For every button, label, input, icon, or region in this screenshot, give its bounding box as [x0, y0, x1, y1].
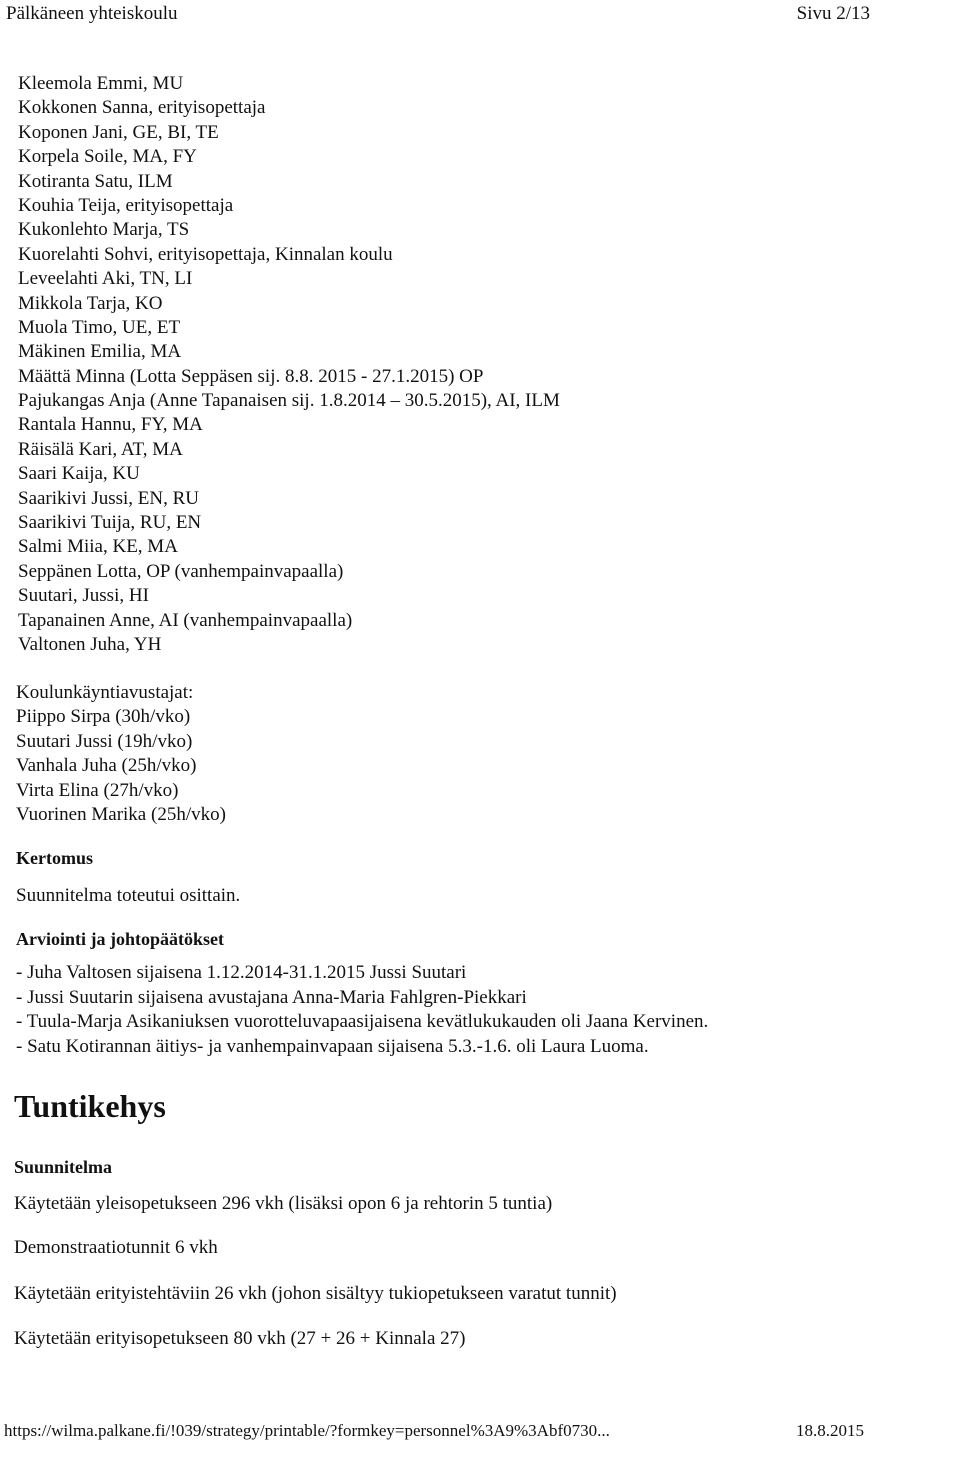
- assistant-item: Vanhala Juha (25h/vko): [16, 755, 197, 777]
- footer-date: 18.8.2015: [796, 1421, 864, 1440]
- staff-item: Määttä Minna (Lotta Seppäsen sij. 8.8. 2015 - 27.1.2015) OP: [18, 365, 484, 387]
- staff-item: Salmi Miia, KE, MA: [18, 536, 178, 558]
- staff-item: Saarikivi Jussi, EN, RU: [18, 487, 200, 509]
- arviointi-item: - Satu Kotirannan äitiys- ja vanhempainvapaan sijaisena 5.3.-1.6. oli Laura Luoma.: [16, 1035, 649, 1057]
- staff-item: Muola Timo, UE, ET: [18, 316, 181, 338]
- staff-item: Kukonlehto Marja, TS: [18, 219, 190, 241]
- staff-item: Suutari, Jussi, HI: [18, 585, 149, 607]
- arviointi-item: - Jussi Suutarin sijaisena avustajana Anna-Maria Fahlgren-Piekkari: [16, 986, 527, 1008]
- kertomus-text: Suunnitelma toteutui osittain.: [16, 885, 241, 906]
- staff-list: [18, 72, 560, 657]
- staff-item: Valtonen Juha, YH: [18, 633, 162, 655]
- staff-item: Kokkonen Sanna, erityisopettaja: [18, 97, 266, 119]
- assistant-item: Suutari Jussi (19h/vko): [16, 730, 193, 752]
- staff-item: Koponen Jani, GE, BI, TE: [18, 121, 219, 143]
- assistants-heading: Koulunkäyntiavustajat:: [16, 682, 194, 703]
- tuntikehys-title: Tuntikehys: [14, 1088, 166, 1124]
- tuntikehys-paragraph: Käytetään erityisopetukseen 80 vkh (27 + 26 + Kinnala 27): [14, 1328, 466, 1349]
- staff-item: Korpela Soile, MA, FY: [18, 146, 197, 168]
- arviointi-heading: Arviointi ja johtopäätökset: [16, 929, 224, 949]
- staff-item: Leveelahti Aki, TN, LI: [18, 268, 193, 290]
- assistants-list: [16, 681, 226, 827]
- arviointi-list: [16, 962, 708, 1060]
- staff-item: Mäkinen Emilia, MA: [18, 341, 182, 363]
- staff-item: Saari Kaija, KU: [18, 463, 140, 485]
- page-number: Sivu 2/13: [796, 3, 870, 24]
- arviointi-item: - Juha Valtosen sijaisena 1.12.2014-31.1.2015 Jussi Suutari: [16, 962, 467, 983]
- assistant-item: Virta Elina (27h/vko): [16, 779, 179, 801]
- tuntikehys-paragraph: Käytetään erityistehtäviin 26 vkh (johon sisältyy tukiopetukseen varatut tunnit): [14, 1283, 617, 1304]
- staff-item: Mikkola Tarja, KO: [18, 292, 163, 314]
- staff-item: Rantala Hannu, FY, MA: [18, 414, 203, 436]
- staff-item: Kuorelahti Sohvi, erityisopettaja, Kinnalan koulu: [18, 243, 393, 265]
- tuntikehys-paragraph: Käytetään yleisopetukseen 296 vkh (lisäksi opon 6 ja rehtorin 5 tuntia): [14, 1193, 553, 1214]
- staff-item: Kleemola Emmi, MU: [18, 73, 184, 94]
- staff-item: Tapanainen Anne, AI (vanhempainvapaalla): [18, 609, 353, 631]
- assistant-item: Piippo Sirpa (30h/vko): [16, 706, 191, 728]
- staff-item: Kotiranta Satu, ILM: [18, 170, 173, 192]
- tuntikehys-paragraph: Demonstraatiotunnit 6 vkh: [14, 1237, 218, 1258]
- suunnitelma-heading: Suunnitelma: [14, 1157, 113, 1177]
- staff-item: Pajukangas Anja (Anne Tapanaisen sij. 1.8.2014 – 30.5.2015), AI, ILM: [18, 390, 560, 412]
- staff-item: Räisälä Kari, AT, MA: [18, 438, 183, 460]
- school-name: Pälkäneen yhteiskoulu: [6, 3, 178, 24]
- kertomus-heading: Kertomus: [16, 848, 93, 868]
- staff-item: Seppänen Lotta, OP (vanhempainvapaalla): [18, 560, 344, 582]
- staff-item: Kouhia Teija, erityisopettaja: [18, 194, 234, 216]
- assistant-item: Vuorinen Marika (25h/vko): [16, 803, 226, 825]
- arviointi-item: - Tuula-Marja Asikaniuksen vuorotteluvapaasijaisena kevätlukukauden oli Jaana Kervinen.: [16, 1011, 709, 1033]
- staff-item: Saarikivi Tuija, RU, EN: [18, 512, 202, 534]
- footer-url[interactable]: https://wilma.palkane.fi/!039/strategy/printable/?formkey=personnel%3A9%3Abf0730...: [4, 1421, 610, 1440]
